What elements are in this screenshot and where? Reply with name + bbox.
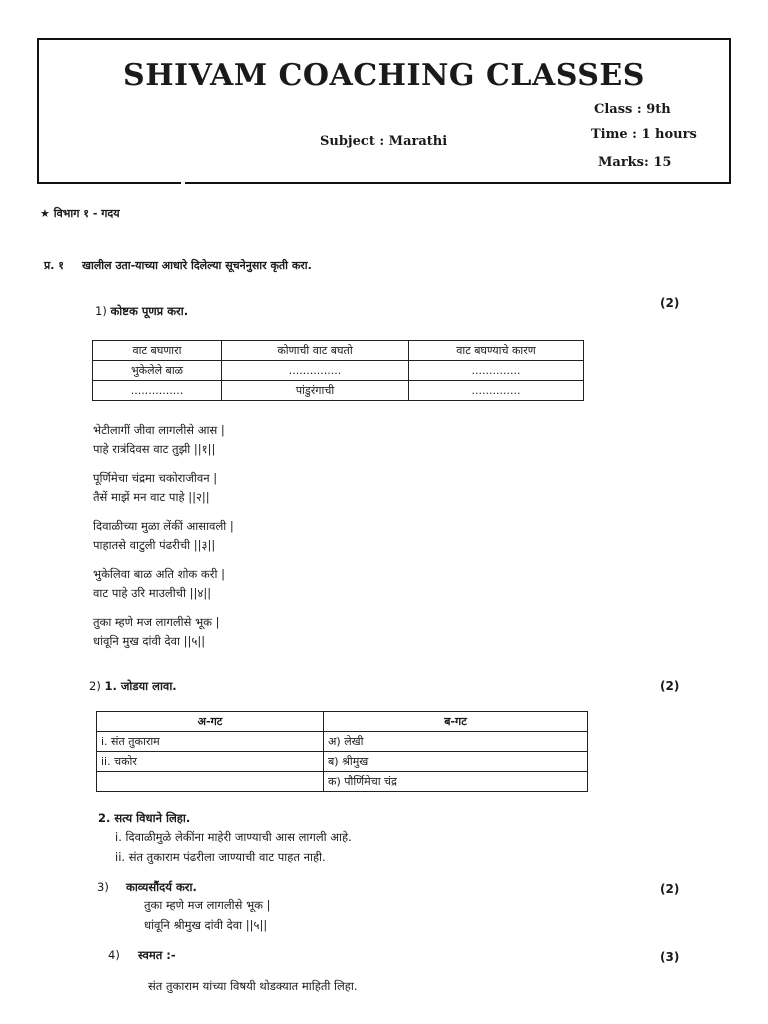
table-cell: ...............	[222, 361, 409, 381]
table-row	[97, 772, 588, 792]
poem-line: वाट पाहे उरि माउलीची ||४||	[93, 586, 212, 600]
marks-label: Marks: 15	[598, 155, 672, 170]
table-cell: ..............	[409, 361, 584, 381]
poem	[93, 421, 234, 651]
poem-line: पाहे रात्रंदिवस वाट तुझी ||१||	[93, 442, 216, 456]
table-row	[97, 752, 588, 772]
q4-number: 4)	[108, 948, 120, 962]
poem-stanza	[93, 517, 234, 555]
q1-marks: (2)	[660, 296, 680, 310]
poem-stanza	[93, 565, 234, 603]
table-cell: पांडुरंगाची	[222, 381, 409, 401]
q1-table	[92, 340, 584, 401]
page-title: SHIVAM COACHING CLASSES	[123, 58, 645, 93]
q2-label: 2) 1. जोडया लावा.	[89, 679, 177, 693]
table-header: वाट बघण्याचे कारण	[409, 341, 584, 361]
q4-text: संत तुकाराम यांच्या विषयी थोडक्यात माहिती लिहा.	[148, 979, 358, 993]
poem-line: धांवूनि मुख दांवी देवा ||५||	[93, 634, 206, 648]
table-cell	[97, 772, 324, 792]
q3-marks: (2)	[660, 882, 680, 896]
table-cell: क) पौर्णिमेचा चंद्र	[324, 772, 588, 792]
q2-sub-item: i. दिवाळीमुळे लेकींना माहेरी जाण्याची आस लागली आहे.	[115, 830, 352, 844]
table-cell: ...............	[93, 381, 222, 401]
time-label: Time : 1 hours	[591, 127, 697, 142]
class-label: Class : 9th	[594, 102, 671, 117]
subject-label: Subject : Marathi	[320, 134, 448, 149]
table-row	[97, 732, 588, 752]
poem-line: पाहातसे वाटुली पंढरीची ||३||	[93, 538, 216, 552]
poem-stanza	[93, 613, 234, 651]
table-cell: अ) लेखी	[324, 732, 588, 752]
section-heading	[40, 206, 120, 221]
poem-stanza	[93, 469, 234, 507]
table-header: वाट बघणारा	[93, 341, 222, 361]
table-row	[93, 381, 584, 401]
table-row	[93, 361, 584, 381]
question-text: खालील उता-याच्या आधारे दिलेल्या सूचनेनुसार कृती करा.	[82, 259, 312, 272]
table-header: कोणाची वाट बघतो	[222, 341, 409, 361]
table-cell: भुकेलेले बाळ	[93, 361, 222, 381]
star-icon: ★	[40, 207, 50, 220]
poem-stanza	[93, 421, 234, 459]
q3-label: काव्यसौंदर्य करा.	[126, 880, 197, 894]
q2-sub-title: 2. सत्य विधाने लिहा.	[98, 811, 191, 825]
q3-number: 3)	[97, 880, 109, 894]
q2-sub-item: ii. संत तुकाराम पंढरीला जाण्याची वाट पाहत नाही.	[115, 850, 326, 864]
poem-line: भेटीलागीं जीवा लागलीसे आस |	[93, 423, 225, 437]
table-cell: ..............	[409, 381, 584, 401]
table-header: अ-गट	[97, 712, 324, 732]
q4-marks: (3)	[660, 950, 680, 964]
table-cell: ब) श्रीमुख	[324, 752, 588, 772]
poem-line: तैसें माझें मन वाट पाहे ||२||	[93, 490, 210, 504]
table-cell: ii. चकोर	[97, 752, 324, 772]
poem-line: तुका म्हणे मज लागलीसे भूक |	[93, 615, 220, 629]
q3-line: धांवूनि श्रीमुख दांवी देवा ||५||	[144, 918, 268, 932]
table-header-row	[93, 341, 584, 361]
poem-line: दिवाळीच्या मुळा लेंकीं आसावली |	[93, 519, 234, 533]
table-header: ब-गट	[324, 712, 588, 732]
q3-line: तुका म्हणे मज लागलीसे भूक |	[144, 898, 271, 912]
table-header-row	[97, 712, 588, 732]
q4-label: स्वमत :-	[138, 948, 176, 962]
poem-line: पूर्णिमेचा चंद्रमा चकोराजीवन |	[93, 471, 218, 485]
table-cell: i. संत तुकाराम	[97, 732, 324, 752]
section-label: विभाग १ - गदय	[53, 207, 120, 220]
q2-marks: (2)	[660, 679, 680, 693]
q1-label: 1) कोष्टक पूणप्र करा.	[95, 304, 189, 318]
question-number: प्र. १	[44, 259, 64, 272]
q2-table	[96, 711, 588, 792]
poem-line: भुकेलिवा बाळ अति शोक करी |	[93, 567, 225, 581]
